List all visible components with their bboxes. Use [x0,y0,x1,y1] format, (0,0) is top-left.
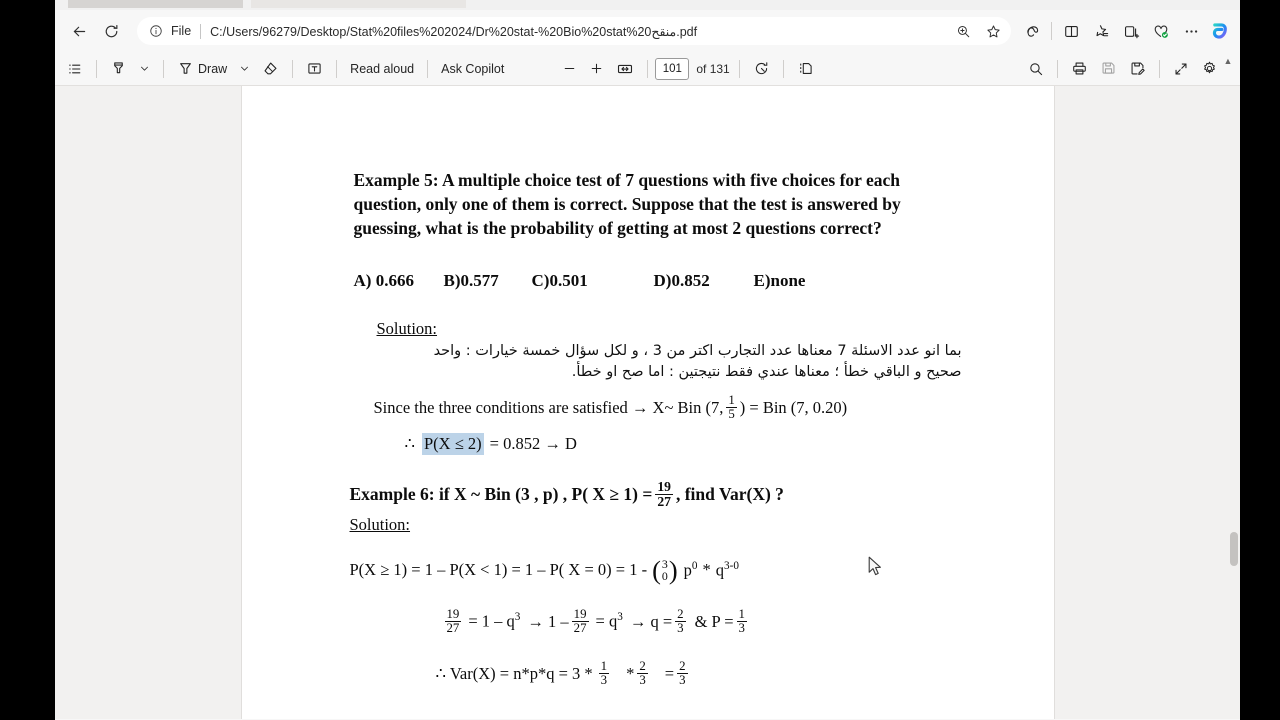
variance-multiply: * [626,663,635,683]
url-scheme-label: File [171,24,192,38]
pdf-viewer [55,86,1240,719]
therefore-symbol: ∴ [404,434,415,453]
fraction-denominator: 3 [677,621,684,636]
choice-c: C)0.501 [531,271,588,290]
fit-to-width-button[interactable] [610,56,640,82]
printer-icon [1071,60,1088,77]
copilot-split-icon[interactable] [1017,16,1047,46]
highlight-button[interactable] [104,56,133,82]
rotate-button[interactable] [747,56,776,82]
highlighter-icon [110,60,127,77]
fraction-numerator: 2 [639,659,646,673]
erase-button[interactable] [256,56,285,82]
page-view-icon [797,60,814,77]
fraction-result-two-thirds [677,660,687,687]
browser-essentials-icon[interactable] [1146,16,1176,46]
binom-top: 3 [661,557,668,571]
browser-tab-active[interactable] [68,0,243,8]
draw-options-button[interactable] [233,56,256,82]
binomial-conditions-line [374,394,848,421]
eq2-c-text: = q [595,611,618,631]
pen-icon [177,60,194,77]
save-button[interactable] [1094,56,1123,82]
page-layout-button[interactable] [791,56,820,82]
fraction-denominator: 3 [600,673,608,688]
example5-result-line [405,433,577,455]
pdf-divider-7 [739,60,740,78]
fraction-denominator: 3 [679,673,686,688]
draw-button[interactable] [171,56,233,82]
star-icon[interactable] [979,18,1007,44]
pdf-divider-5 [427,60,428,78]
result-rest: = 0.852 → D [489,434,577,453]
omnibox-divider [200,24,201,39]
eq1-text-pre: P(X ≥ 1) = 1 – P(X < 1) = 1 – P( X = 0) = 1 - [349,560,648,580]
collections-icon[interactable] [1116,16,1146,46]
eq2-part-c [596,611,623,632]
choice-a: A) 0.666 [353,271,414,290]
list-icon [67,61,83,77]
eq2-part-b: → 1 – [527,611,569,631]
example6-text-pre: Example 6: if X ~ Bin (3 , p) , P( X ≥ 1) = [349,483,653,504]
arabic-explanation-line-1: بما انو عدد الاسئلة 7 معناها عدد التجارب اكتر من 3 ، و لكل سؤال خمسة خيارات : واحد [433,343,962,359]
ask-copilot-button[interactable] [435,56,510,82]
scroll-up-caret[interactable]: ▲ [1223,55,1233,66]
pdf-page [242,86,1054,719]
choice-b: B)0.577 [443,271,499,290]
highlight-options-button[interactable] [133,56,156,82]
arabic-explanation-line-2: صحيح و الباقي خطأ ؛ معناها عندي فقط نتيجتين : اما صح او خطأ. [571,364,962,380]
fraction-19-27 [655,480,673,509]
eq2-c-exponent: 3 [617,611,623,624]
tab-strip [55,0,1240,10]
print-button[interactable] [1065,56,1094,82]
pdf-toolbar [55,52,1240,86]
page-total-label: of 131 [696,61,730,76]
pdf-divider-8 [783,60,784,78]
settings-button[interactable] [1195,56,1224,82]
example6-question [350,480,784,509]
url-text[interactable]: C:/Users/96279/Desktop/Stat%20files%202024/Dr%20stat-%20Bio%20stat%20منقح.pdf [210,24,698,39]
back-arrow-icon [71,23,88,40]
address-bar [55,10,1240,52]
fraction-denominator: 27 [657,493,671,509]
zoom-in-icon[interactable] [949,18,977,44]
example6-equation-1 [349,554,739,585]
pdf-divider-4 [336,60,337,78]
split-screen-icon[interactable] [1056,16,1086,46]
example6-text-post: , find Var(X) ? [675,483,784,504]
add-text-button[interactable] [300,56,329,82]
zoom-out-button[interactable] [556,56,583,82]
address-omnibox[interactable] [137,17,1011,45]
example5-question: Example 5: A multiple choice test of 7 questions with five choices for each question, only one of them is correct. Suppose that the test is answered by guessing, what is the probability of getting at most 2 questions correct? [353,170,901,238]
pdf-divider-10 [1159,60,1160,78]
selected-text-highlight[interactable]: P(X ≤ 2) [424,434,482,453]
page-number-input[interactable]: 101 [655,58,689,80]
pdf-divider-6 [647,60,648,78]
fraction-denominator: 3 [639,673,646,688]
fraction-two-thirds [675,608,685,635]
refresh-icon [103,23,120,40]
pdf-divider-2 [163,60,164,78]
conditions-text-pre: Since the three conditions are satisfied → X~ Bin (7, [373,397,724,417]
chevron-down-icon [139,63,150,74]
zoom-in-button[interactable] [583,56,610,82]
scrollbar-thumb[interactable] [1230,532,1238,566]
info-icon [147,22,165,40]
fraction-numerator: 1 [728,393,735,407]
eq2-part-e: & P = [694,611,734,631]
right-paren: ) [668,554,678,585]
browser-window [55,0,1240,720]
variance-text-pre: ∴ Var(X) = n*p*q = 3 * [435,663,593,683]
viewer-scrollbar[interactable] [1228,86,1240,719]
fraction-two-thirds-var [637,660,647,687]
minus-icon [562,61,577,76]
eq2-part-a [468,611,520,632]
fraction-19-27-a [445,608,462,635]
solution-label-2: Solution: [349,515,411,534]
pdf-divider-3 [292,60,293,78]
fraction-19-27-b [572,608,589,635]
fraction-one-third [737,608,747,635]
eq1-p-base: p [683,560,692,580]
fraction-numerator: 19 [446,607,460,621]
fraction-numerator: 2 [679,659,686,673]
fraction-one-fifth [726,394,736,421]
fullscreen-button[interactable] [1167,56,1195,82]
left-paren: ( [652,554,661,585]
chevron-down-icon [239,63,250,74]
toolbar-divider-1 [1051,22,1052,40]
eq1-q-exponent: 3-0 [723,560,739,573]
draw-label: Draw [198,61,228,76]
variance-equals: = [664,663,675,683]
eq1-multiply: * [702,560,711,580]
copilot-icon[interactable] [1206,18,1232,44]
save-disk-icon [1100,60,1117,77]
pdf-divider-9 [1057,60,1058,78]
eq2-a-exponent: 3 [514,611,521,624]
text-box-icon [306,60,323,77]
fraction-denominator: 5 [728,407,735,422]
fraction-denominator: 27 [446,621,460,636]
gear-icon [1201,60,1218,77]
eq1-p-exponent: 0 [691,560,698,573]
read-aloud-label: Read aloud [350,61,415,76]
eq2-part-d: → q = [629,611,673,631]
back-button[interactable] [63,15,95,47]
fit-width-icon [616,60,634,78]
eq2-a-text: = 1 – q [468,611,515,631]
expand-arrows-icon [1173,61,1189,77]
eq1-q [716,560,739,581]
fraction-numerator: 2 [677,607,684,621]
binomial-coefficient-3-0 [652,554,678,585]
eq1-p [684,560,698,581]
solution-label-1: Solution: [376,319,438,338]
letterbox-left [0,0,55,720]
rotate-icon [753,60,770,77]
find-button[interactable] [1022,56,1050,82]
letterbox-right [1240,0,1280,720]
save-as-button[interactable] [1123,56,1152,82]
fraction-denominator: 27 [573,621,587,636]
fraction-one-third-var [599,660,609,687]
read-aloud-button[interactable] [344,56,420,82]
ask-copilot-label: Ask Copilot [441,61,505,76]
fraction-denominator: 3 [738,621,745,636]
example5-choices [354,271,954,291]
eq1-q-base: q [715,560,724,580]
favorites-icon[interactable] [1086,16,1116,46]
save-as-icon [1129,60,1146,77]
plus-icon [589,61,604,76]
conditions-text-post: ) = Bin (7, 0.20) [739,397,848,417]
choice-d: D)0.852 [653,271,710,290]
pdf-page-content [242,86,1054,719]
table-of-contents-button[interactable] [61,56,89,82]
example6-variance-line [436,660,691,687]
fraction-numerator: 1 [600,659,608,673]
fraction-numerator: 19 [573,607,587,621]
eraser-icon [262,60,279,77]
browser-tab-second[interactable] [251,0,466,8]
pdf-divider-1 [96,60,97,78]
omnibox-actions [949,18,1007,44]
search-icon [1028,61,1044,77]
toolbar-caret-holder [1224,56,1234,82]
fraction-numerator: 19 [657,479,671,494]
settings-more-icon[interactable] [1176,16,1206,46]
binom-bottom: 0 [661,569,668,584]
example6-equation-2 [442,608,750,635]
fraction-numerator: 1 [738,607,745,621]
refresh-button[interactable] [95,15,127,47]
choice-e: E)none [753,271,806,290]
